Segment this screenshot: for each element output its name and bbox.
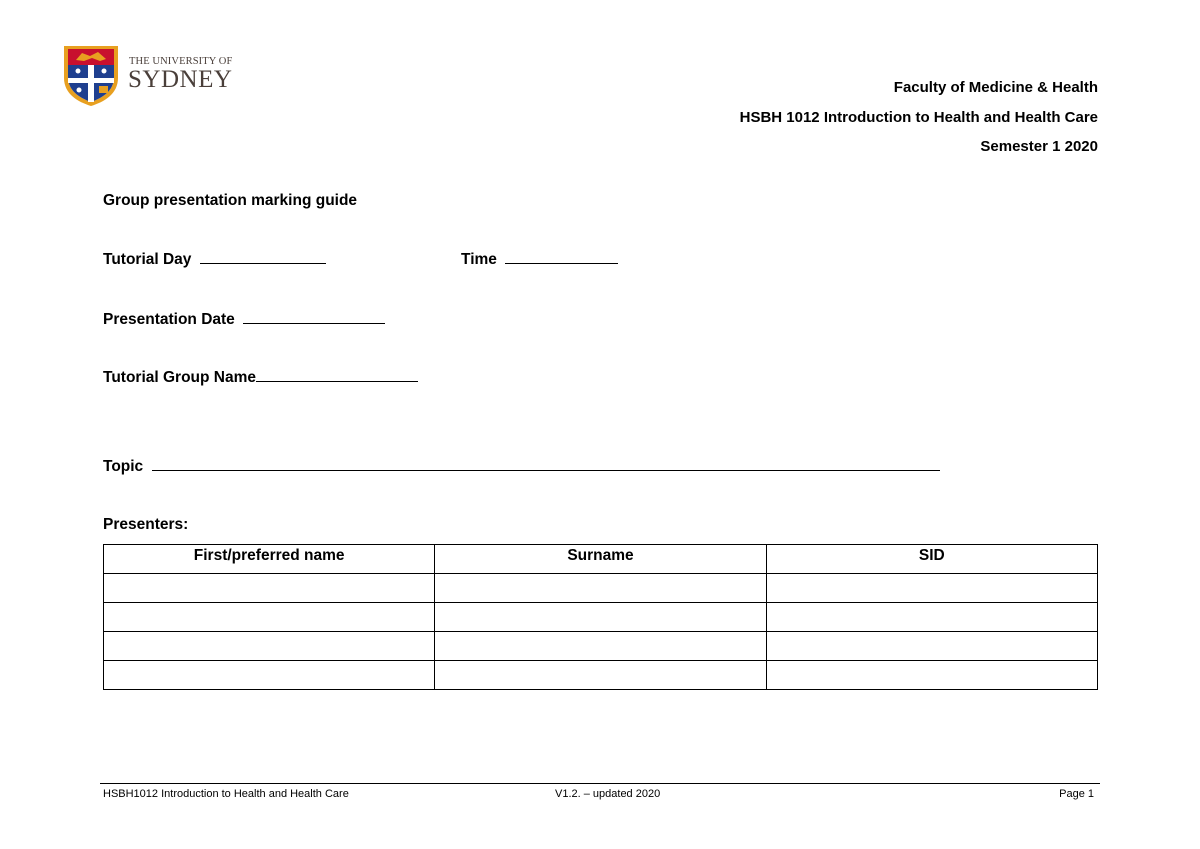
tutorial-group-name-row xyxy=(103,369,418,387)
presenters-table xyxy=(103,544,1098,690)
column-header-surname: Surname xyxy=(435,545,766,574)
table-header-row xyxy=(104,545,1098,574)
document-header xyxy=(740,80,1098,169)
presentation-date-field[interactable] xyxy=(243,311,385,324)
first-name-cell[interactable] xyxy=(104,603,435,632)
time-field[interactable] xyxy=(505,251,618,264)
topic-label: Topic xyxy=(103,458,144,475)
tutorial-day-field[interactable] xyxy=(200,251,326,264)
sid-cell[interactable] xyxy=(766,603,1097,632)
footer-course: HSBH1012 Introduction to Health and Health Care xyxy=(103,788,349,800)
table-row xyxy=(104,632,1098,661)
sid-cell[interactable] xyxy=(766,632,1097,661)
semester: Semester 1 2020 xyxy=(980,138,1098,155)
sid-cell[interactable] xyxy=(766,574,1097,603)
university-crest-icon xyxy=(62,44,120,108)
presenters-label: Presenters: xyxy=(103,516,189,533)
first-name-cell[interactable] xyxy=(104,632,435,661)
column-header-sid: SID xyxy=(766,545,1097,574)
tutorial-day-row xyxy=(103,251,326,269)
table-row xyxy=(104,661,1098,690)
column-header-first-name: First/preferred name xyxy=(104,545,435,574)
surname-cell[interactable] xyxy=(435,574,766,603)
topic-row xyxy=(103,458,940,476)
surname-cell[interactable] xyxy=(435,632,766,661)
topic-field[interactable] xyxy=(152,458,940,471)
first-name-cell[interactable] xyxy=(104,574,435,603)
footer-divider xyxy=(100,783,1100,784)
faculty-name: Faculty of Medicine & Health xyxy=(893,79,1098,96)
time-label: Time xyxy=(461,251,497,268)
surname-cell[interactable] xyxy=(435,603,766,632)
footer-page-number: Page 1 xyxy=(1059,788,1094,800)
logo-text-line1: THE UNIVERSITY OF xyxy=(129,56,233,67)
logo-text-line2: SYDNEY xyxy=(128,66,233,93)
footer-version: V1.2. – updated 2020 xyxy=(555,788,661,800)
table-row xyxy=(104,603,1098,632)
presentation-date-label: Presentation Date xyxy=(103,311,235,328)
first-name-cell[interactable] xyxy=(104,661,435,690)
presentation-date-row xyxy=(103,311,385,329)
tutorial-group-name-field[interactable] xyxy=(256,369,418,382)
tutorial-group-name-label: Tutorial Group Name xyxy=(103,369,257,386)
surname-cell[interactable] xyxy=(435,661,766,690)
table-row xyxy=(104,574,1098,603)
form-title: Group presentation marking guide xyxy=(103,192,358,209)
university-logo xyxy=(62,44,242,108)
course-title: HSBH 1012 Introduction to Health and Health Care xyxy=(739,108,1098,126)
tutorial-day-label: Tutorial Day xyxy=(103,251,192,268)
time-row xyxy=(461,251,618,269)
sid-cell[interactable] xyxy=(766,661,1097,690)
